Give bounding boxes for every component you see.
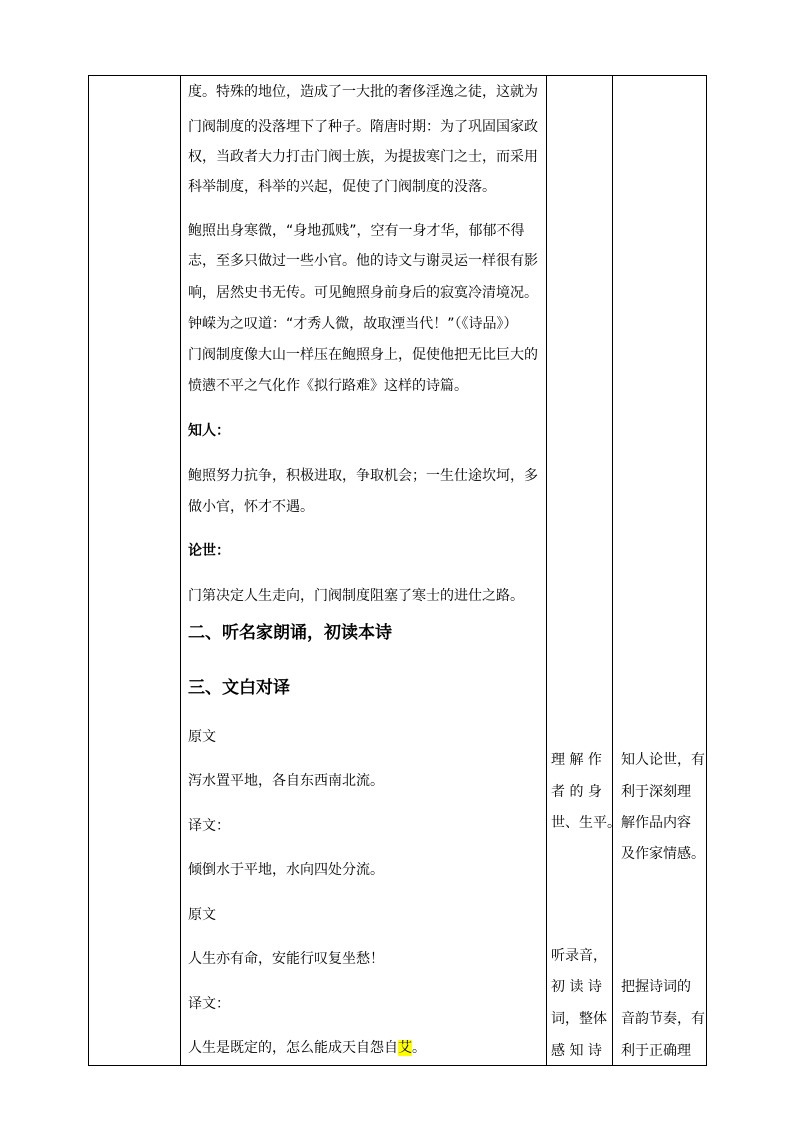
baozhao-line-1: 鲍照出身寒微，“身地孤贱”，空有一身才华，郁郁不得 <box>188 223 525 239</box>
highlighted-char: 艾 <box>398 1040 412 1056</box>
intro-line-2: 门阀制度的没落埋下了种子。隋唐时期：为了巩固国家政 <box>188 119 538 135</box>
table-right-border <box>706 75 707 1066</box>
col4-block1-line-1: 知人论世，有 <box>621 752 705 768</box>
zhiren-heading: 知人： <box>188 423 230 439</box>
table-col-divider-1 <box>180 75 181 1066</box>
col4-block1-line-3: 解作品内容 <box>621 815 691 831</box>
col4-block2-line-1: 把握诗词的 <box>621 979 691 995</box>
table-left-border <box>88 75 89 1066</box>
table-col-divider-3 <box>612 75 613 1066</box>
col3-block1-line-2: 者 的 身 <box>551 784 602 800</box>
yiwen-text-1: 倾倒水于平地，水向四处分流。 <box>188 862 384 878</box>
col3-block2-line-1: 听录音， <box>551 948 607 964</box>
baozhao-line-3: 响，居然史书无传。可见鲍照身前身后的寂寞冷清境况。 <box>188 285 538 301</box>
yuanwen-label-2: 原文 <box>188 907 216 923</box>
baozhao-line-5: 门阀制度像大山一样压在鲍照身上，促使他把无比巨大的 <box>188 347 538 363</box>
col4-block2-line-3: 利于正确理 <box>621 1043 691 1059</box>
table-col-divider-2 <box>546 75 547 1066</box>
col4-block1-line-4: 及作家情感。 <box>621 846 705 862</box>
col3-block1-line-3: 世、生平。 <box>551 815 621 831</box>
intro-line-1: 度。特殊的地位，造成了一大批的奢侈淫逸之徒，这就为 <box>188 84 538 100</box>
yuanwen-label-1: 原文 <box>188 729 216 745</box>
col4-block1-line-2: 利于深刻理 <box>621 784 691 800</box>
col3-block2-line-3: 词，整体 <box>551 1011 607 1027</box>
yiwen-text-2-suffix: 。 <box>412 1040 426 1056</box>
lunshi-heading: 论世： <box>188 543 230 559</box>
col3-block1-line-1: 理 解 作 <box>551 752 602 768</box>
col3-block2-line-2: 初 读 诗 <box>551 979 602 995</box>
section-3-heading: 三、文白对译 <box>188 678 290 698</box>
col3-block2-line-4: 感 知 诗 <box>551 1043 602 1059</box>
intro-line-4: 科举制度，科举的兴起，促使了门阀制度的没落。 <box>188 179 496 195</box>
yiwen-text-2 <box>188 1038 426 1058</box>
col4-block2-line-2: 音韵节奏，有 <box>621 1011 705 1027</box>
intro-line-3: 权，当政者大力打击门阀士族，为提拔寒门之士，而采用 <box>188 149 538 165</box>
zhiren-line-2: 做小官，怀才不遇。 <box>188 499 314 515</box>
yuanwen-text-2: 人生亦有命，安能行叹复坐愁！ <box>188 951 384 967</box>
yiwen-label-2: 译文： <box>188 996 230 1012</box>
section-2-heading: 二、听名家朗诵，初读本诗 <box>188 623 392 643</box>
yuanwen-text-1: 泻水置平地，各自东西南北流。 <box>188 773 384 789</box>
yiwen-label-1: 译文： <box>188 818 230 834</box>
baozhao-line-4: 钟嵘为之叹道：“才秀人微，故取湮当代！”（《诗品》） <box>188 316 518 332</box>
lunshi-line: 门第决定人生走向，门阀制度阻塞了寒士的进仕之路。 <box>188 588 524 604</box>
baozhao-line-6: 愤懑不平之气化作《拟行路难》这样的诗篇。 <box>188 378 468 394</box>
baozhao-line-2: 志，至多只做过一些小官。他的诗文与谢灵运一样很有影 <box>188 253 538 269</box>
yiwen-text-2-prefix: 人生是既定的，怎么能成天自怨自 <box>188 1040 398 1056</box>
zhiren-line-1: 鲍照努力抗争，积极进取，争取机会；一生仕途坎坷，多 <box>188 468 538 484</box>
